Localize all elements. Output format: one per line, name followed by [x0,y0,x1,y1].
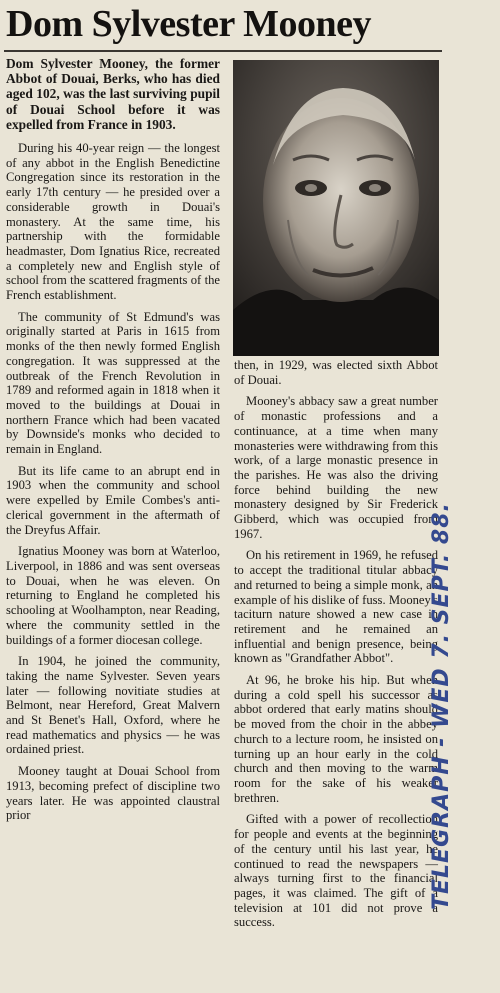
paragraph: At 96, he broke his hip. But when during a cold spell his successor as abbot ordered that early matins should be moved from the choir in the abbey church to a lecture room, he insisted on turning up an hour early in the cold church and then moving to the warm room for the sake of his weaker brethren. [234,673,438,805]
portrait-image [233,60,439,356]
paragraph: On his retirement in 1969, he refused to accept the traditional titular abbacy and returned to being a simple monk, an example of his dislike of fuss. Mooney's taciturn nature showed a new case in retirement and he remained an influential and benign presence, being known as "Grandfather Abbot". [234,548,438,666]
paragraph: In 1904, he joined the community, taking the name Sylvester. Seven years later — following novitiate studies at Belmont, near Hereford, Great Malvern and St Benet's Hall, Oxford, where he read mathematics and physics — he was ordained priest. [6,654,220,757]
left-column [6,56,220,830]
handwritten-annotation [429,440,490,910]
paragraph: But its life came to an abrupt end in 1903 when the community and school were expelled by Emile Combes's anti-clerical government in the aftermath of the Dreyfus Affair. [6,463,220,537]
right-column [234,358,438,937]
paragraph: then, in 1929, was elected sixth Abbot of Douai. [234,358,438,387]
lead-paragraph: Dom Sylvester Mooney, the former Abbot of Douai, Berks, who has died aged 102, was the last surviving pupil of Douai School before it was expelled from France in 1903. [6,56,220,132]
headline-rule [4,50,442,52]
portrait-photo [233,60,439,356]
paragraph: Gifted with a power of recollection for people and events at the beginning of the century until his last year, he continued to read the newspapers — always turning first to the financial pages, it was claimed. The gift of a television at 101 did not prove a success. [234,812,438,930]
paragraph: Mooney taught at Douai School from 1913, becoming prefect of discipline two years later. He was appointed claustral prior [6,764,220,823]
paragraph: The community of St Edmund's was originally started at Paris in 1615 from monks of the then newly formed English congregation. It was suppressed at the outbreak of the French Revolution in 1789 and reformed again in 1818 when it moved to the buildings at Douai in northern France which had been vacated by Downside's monks who decided to remain in England. [6,309,220,457]
handwritten-source-note: TELEGRAPH - WED 7. SEPT. 88. [429,502,454,910]
paragraph: During his 40-year reign — the longest of any abbot in the English Benedictine Congregation since its restoration in the early 17th century — he presided over a considerable growth in Douai's monastery. At the same time, his partnership with the formidable headmaster, Dom Ignatius Rice, recreated a completely new and English style of school from the scattered fragments of the French establishment. [6,141,220,303]
headline: Dom Sylvester Mooney [6,3,372,45]
paragraph: Ignatius Mooney was born at Waterloo, Liverpool, in 1886 and was sent overseas to Douai, when he was eleven. On returning to England he completed his schooling at Woolhampton, near Reading, where the community settled in the buildings of a former diocesan college. [6,544,220,647]
paragraph: Mooney's abbacy saw a great number of monastic professions and a continuance, at a time when many monasteries were withdrawing from this work, of a large monastic presence in the parishes. He was also the driving force behind building the new monastery designed by Sir Frederick Gibberd, which was occupied from 1967. [234,394,438,541]
